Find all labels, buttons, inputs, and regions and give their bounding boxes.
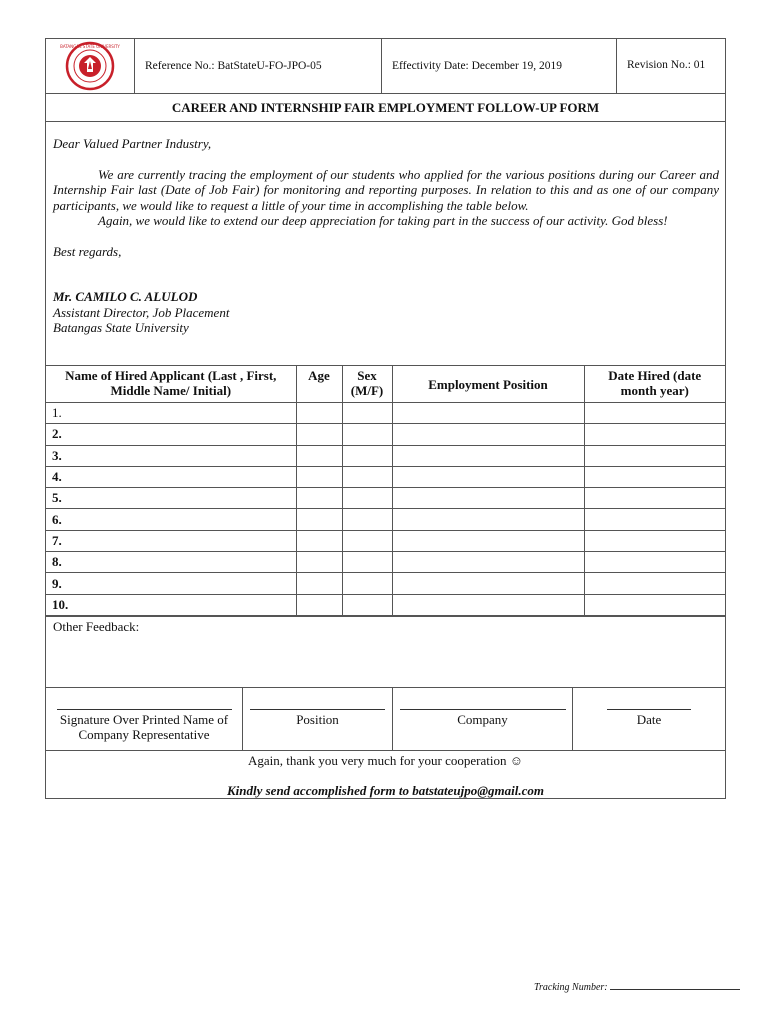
signatory-org: Batangas State University bbox=[53, 320, 189, 335]
table-header-row bbox=[46, 366, 725, 403]
row-number-cell[interactable]: 2. bbox=[46, 424, 296, 445]
position-label: Position bbox=[296, 711, 339, 727]
position-cell[interactable] bbox=[392, 594, 584, 615]
table-row bbox=[46, 445, 725, 466]
sex-cell[interactable] bbox=[342, 403, 392, 424]
row-number-cell[interactable]: 1. bbox=[46, 403, 296, 424]
other-feedback[interactable] bbox=[46, 616, 725, 688]
date-hired-cell[interactable] bbox=[584, 552, 725, 573]
position-cell[interactable] bbox=[392, 466, 584, 487]
university-logo bbox=[46, 39, 135, 93]
row-number-cell[interactable]: 9. bbox=[46, 573, 296, 594]
position-cell[interactable] bbox=[392, 530, 584, 551]
table-row bbox=[46, 573, 725, 594]
col-header-date-hired: Date Hired (date month year) bbox=[584, 366, 725, 403]
table-row bbox=[46, 488, 725, 509]
signatory-title: Assistant Director, Job Placement bbox=[53, 304, 230, 320]
date-hired-cell[interactable] bbox=[584, 573, 725, 594]
date-hired-cell[interactable] bbox=[584, 445, 725, 466]
age-cell[interactable] bbox=[296, 573, 342, 594]
company-line bbox=[400, 709, 566, 710]
sex-cell[interactable] bbox=[342, 573, 392, 594]
age-cell[interactable] bbox=[296, 530, 342, 551]
position-cell[interactable] bbox=[392, 488, 584, 509]
table-row bbox=[46, 424, 725, 445]
sex-cell[interactable] bbox=[342, 488, 392, 509]
table-row bbox=[46, 594, 725, 615]
position-cell[interactable] bbox=[392, 424, 584, 445]
other-feedback-label: Other Feedback: bbox=[53, 618, 140, 634]
date-hired-cell[interactable] bbox=[584, 488, 725, 509]
date-hired-cell[interactable] bbox=[584, 403, 725, 424]
table-body bbox=[46, 403, 725, 616]
col-header-age: Age bbox=[296, 366, 342, 403]
signature-rep-field[interactable] bbox=[46, 688, 243, 750]
sex-cell[interactable] bbox=[342, 530, 392, 551]
signatory-name: Mr. CAMILO C. ALULOD bbox=[53, 289, 198, 304]
position-cell[interactable] bbox=[392, 509, 584, 530]
letter-greeting: Dear Valued Partner Industry, bbox=[53, 136, 212, 151]
letter-paragraph-1: We are currently tracing the employment of our students who applied for the various positions during our Career and Internship Fair last (Date of Job Fair) for monitoring and reporting purposes. In relation to this and as one of our company participants, we would like to request a little of your time in accomplishing the table below. bbox=[53, 166, 719, 213]
position-cell[interactable] bbox=[392, 573, 584, 594]
table-row bbox=[46, 530, 725, 551]
age-cell[interactable] bbox=[296, 509, 342, 530]
date-hired-cell[interactable] bbox=[584, 424, 725, 445]
logo-text: BATANGAS STATE UNIVERSITY bbox=[60, 44, 120, 49]
send-note: Kindly send accomplished form to batstateujpo@gmail.com bbox=[226, 782, 545, 798]
table-row bbox=[46, 466, 725, 487]
revision-number: Revision No.: 01 bbox=[627, 59, 706, 71]
hired-applicants-table bbox=[46, 365, 725, 616]
sex-cell[interactable] bbox=[342, 445, 392, 466]
date-hired-cell[interactable] bbox=[584, 594, 725, 615]
signature-rep-label: Signature Over Printed Name of Company Representative bbox=[59, 711, 229, 742]
row-number-cell[interactable]: 6. bbox=[46, 509, 296, 530]
company-label: Company bbox=[457, 711, 508, 727]
sex-cell[interactable] bbox=[342, 466, 392, 487]
university-seal-icon bbox=[57, 41, 123, 91]
age-cell[interactable] bbox=[296, 466, 342, 487]
date-field[interactable] bbox=[573, 688, 725, 750]
row-number-cell[interactable]: 4. bbox=[46, 466, 296, 487]
row-number-cell[interactable]: 7. bbox=[46, 530, 296, 551]
table-row bbox=[46, 552, 725, 573]
sex-cell[interactable] bbox=[342, 552, 392, 573]
reference-number: Reference No.: BatStateU-FO-JPO-05 bbox=[135, 39, 382, 93]
tracking-label: Tracking Number: bbox=[534, 982, 608, 993]
closing-block bbox=[46, 751, 725, 798]
signature-block bbox=[46, 688, 725, 751]
age-cell[interactable] bbox=[296, 445, 342, 466]
row-number-cell[interactable]: 10. bbox=[46, 594, 296, 615]
signature-line bbox=[57, 709, 232, 710]
col-header-position: Employment Position bbox=[392, 366, 584, 403]
table-row bbox=[46, 403, 725, 424]
age-cell[interactable] bbox=[296, 403, 342, 424]
age-cell[interactable] bbox=[296, 594, 342, 615]
date-label: Date bbox=[636, 711, 662, 727]
company-field[interactable] bbox=[393, 688, 573, 750]
effectivity-date: Effectivity Date: December 19, 2019 bbox=[382, 39, 617, 93]
follow-up-form bbox=[45, 38, 726, 799]
date-line bbox=[607, 709, 691, 710]
cover-letter bbox=[46, 122, 725, 365]
col-header-name: Name of Hired Applicant (Last , First, Middle Name/ Initial) bbox=[46, 366, 296, 403]
age-cell[interactable] bbox=[296, 552, 342, 573]
date-hired-cell[interactable] bbox=[584, 466, 725, 487]
position-line bbox=[250, 709, 385, 710]
letter-paragraph-2: Again, we would like to extend our deep appreciation for taking part in the success of our activity. God bless! bbox=[98, 213, 668, 228]
form-title: CAREER AND INTERNSHIP FAIR EMPLOYMENT FOLLOW-UP FORM bbox=[46, 94, 725, 122]
position-cell[interactable] bbox=[392, 445, 584, 466]
sex-cell[interactable] bbox=[342, 424, 392, 445]
date-hired-cell[interactable] bbox=[584, 509, 725, 530]
form-header bbox=[46, 39, 725, 94]
position-field[interactable] bbox=[243, 688, 393, 750]
sex-cell[interactable] bbox=[342, 509, 392, 530]
col-header-sex: Sex (M/F) bbox=[342, 366, 392, 403]
sex-cell[interactable] bbox=[342, 594, 392, 615]
tracking-line bbox=[610, 989, 740, 990]
row-number-cell[interactable]: 3. bbox=[46, 445, 296, 466]
position-cell[interactable] bbox=[392, 552, 584, 573]
row-number-cell[interactable]: 5. bbox=[46, 488, 296, 509]
tracking-number[interactable] bbox=[534, 982, 740, 993]
date-hired-cell[interactable] bbox=[584, 530, 725, 551]
row-number-cell[interactable]: 8. bbox=[46, 552, 296, 573]
position-cell[interactable] bbox=[392, 403, 584, 424]
thanks-text: Again, thank you very much for your cooperation ☺ bbox=[247, 752, 523, 768]
age-cell[interactable] bbox=[296, 424, 342, 445]
age-cell[interactable] bbox=[296, 488, 342, 509]
letter-closing: Best regards, bbox=[53, 243, 122, 259]
table-row bbox=[46, 509, 725, 530]
